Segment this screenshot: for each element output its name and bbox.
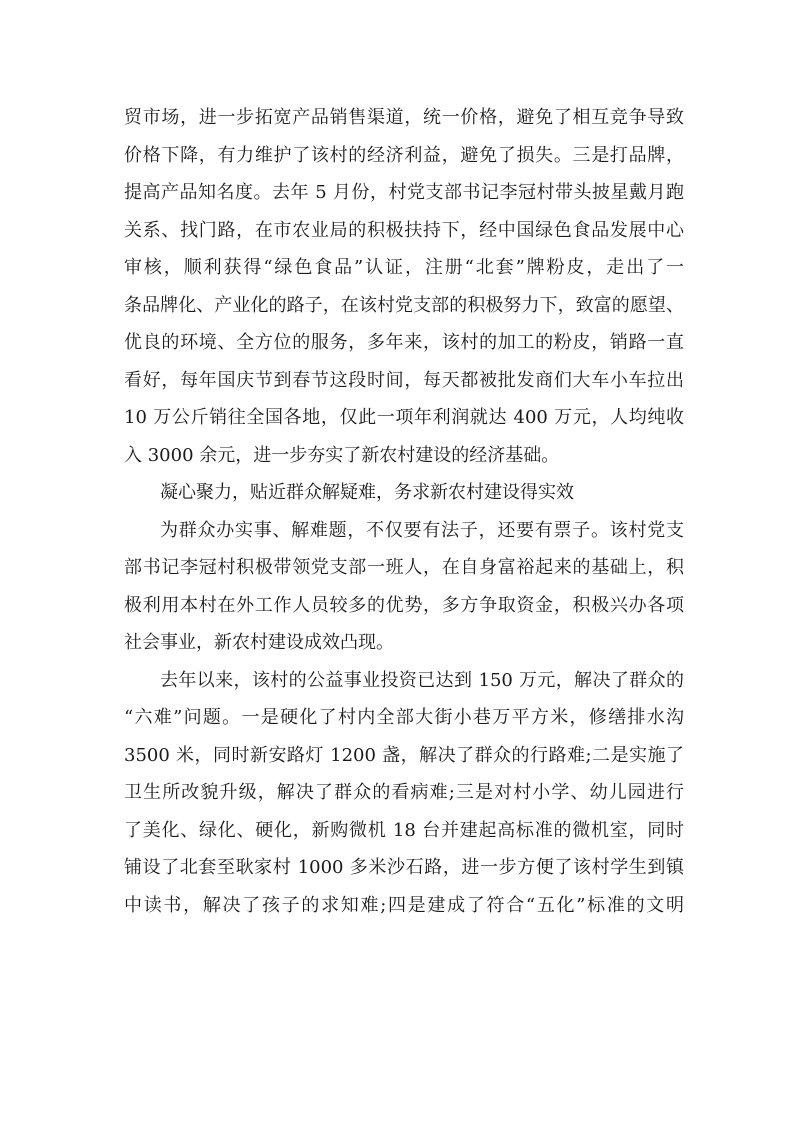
text-line: 铺设了北套至耿家村 1000 多米沙石路，进一步方便了该村学生到镇: [124, 857, 684, 878]
section-heading: 凝心聚力，贴近群众解疑难，务求新农村建设得实效: [160, 482, 574, 503]
text-line: 社会事业，新农村建设成效凸现。: [124, 632, 394, 653]
text-line: 价格下降，有力维护了该村的经济利益，避免了损失。三是打品牌，: [124, 144, 684, 166]
text-line: 去年以来，该村的公益事业投资已达到 150 万元，解决了群众的: [160, 669, 684, 691]
text-line: 关系、找门路，在市农业局的积极扶持下，经中国绿色食品发展中心: [124, 219, 684, 241]
body-text: [124, 99, 684, 924]
text-line: 审核，顺利获得“绿色食品”认证，注册“北套”牌粉皮，走出了一: [124, 257, 684, 278]
text-line: 贸市场，进一步拓宽产品销售渠道，统一价格，避免了相互竞争导致: [124, 107, 684, 128]
text-line: 了美化、绿化、硬化，新购微机 18 台并建起高标准的微机室，同时: [124, 819, 684, 841]
text-line: 优良的环境、全方位的服务，多年来，该村的加工的粉皮，销路一直: [124, 332, 684, 353]
text-line: 卫生所改貌升级，解决了群众的看病难;三是对村小学、幼儿园进行: [124, 782, 684, 803]
text-line: 为群众办实事、解难题，不仅要有法子，还要有票子。该村党支: [160, 519, 684, 541]
text-line: 3500 米，同时新安路灯 1200 盏，解决了群众的行路难;二是实施了: [124, 744, 684, 766]
text-line: 看好，每年国庆节到春节这段时间，每天都被批发商们大车小车拉出: [124, 369, 684, 391]
text-line: 条品牌化、产业化的路子，在该村党支部的积极努力下，致富的愿望、: [124, 294, 684, 316]
text-line: 提高产品知名度。去年 5 月份，村党支部书记李冠村带头披星戴月跑: [124, 182, 684, 203]
text-line: 极利用本村在外工作人员较多的优势，多方争取资金，积极兴办各项: [124, 594, 684, 616]
text-line: 部书记李冠村积极带领党支部一班人，在自身富裕起来的基础上，积: [124, 557, 684, 578]
text-line: 入 3000 余元，进一步夯实了新农村建设的经济基础。: [124, 444, 560, 466]
text-line: 中读书，解决了孩子的求知难;四是建成了符合“五化”标准的文明: [124, 894, 684, 916]
text-line: 10 万公斤销往全国各地，仅此一项年利润就达 400 万元，人均纯收: [124, 407, 684, 428]
text-line: “六难”问题。一是硬化了村内全部大街小巷万平方米，修缮排水沟: [124, 707, 684, 728]
